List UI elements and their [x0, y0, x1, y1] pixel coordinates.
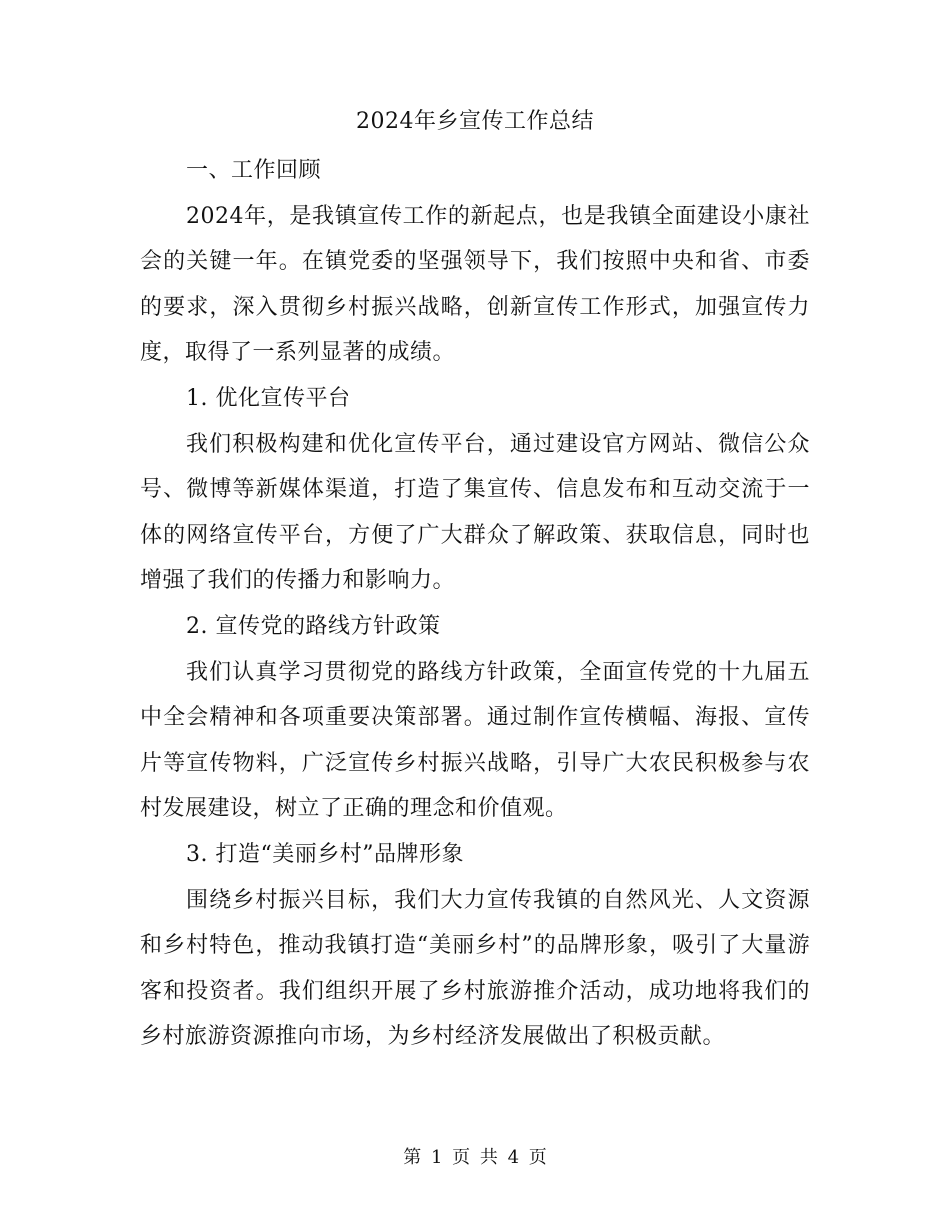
intro-paragraph: 2024年，是我镇宣传工作的新起点，也是我镇全面建设小康社会的关键一年。在镇党委的坚强领导下，我们按照中央和省、市委的要求，深入贯彻乡村振兴战略，创新宣传工作形式，加强宣传力度，取得了一系列显著的成绩。 [140, 203, 810, 366]
item-heading-3: 3. 打造“美丽乡村”品牌形象 [186, 841, 464, 867]
document-body [140, 148, 810, 1060]
item-heading-2: 2. 宣传党的路线方针政策 [186, 613, 441, 639]
page-number-footer: 第 1 页 共 4 页 [403, 1147, 547, 1168]
item-paragraph-2: 我们认真学习贯彻党的路线方针政策，全面宣传党的十九届五中全会精神和各项重要决策部署。通过制作宣传横幅、海报、宣传片等宣传物料，广泛宣传乡村振兴战略，引导广大农民积极参与农村发展建设，树立了正确的理念和价值观。 [140, 659, 810, 822]
item-paragraph-1: 我们积极构建和优化宣传平台，通过建设官方网站、微信公众号、微博等新媒体渠道，打造了集宣传、信息发布和互动交流于一体的网络宣传平台，方便了广大群众了解政策、获取信息，同时也增强了我们的传播力和影响力。 [140, 431, 810, 594]
item-paragraph-3: 围绕乡村振兴目标，我们大力宣传我镇的自然风光、人文资源和乡村特色，推动我镇打造“美丽乡村”的品牌形象，吸引了大量游客和投资者。我们组织开展了乡村旅游推介活动，成功地将我们的乡村旅游资源推向市场，为乡村经济发展做出了积极贡献。 [140, 887, 810, 1050]
section-heading: 一、工作回顾 [186, 158, 322, 183]
document-title: 2024年乡宣传工作总结 [356, 109, 594, 134]
item-heading-1: 1. 优化宣传平台 [186, 385, 351, 411]
